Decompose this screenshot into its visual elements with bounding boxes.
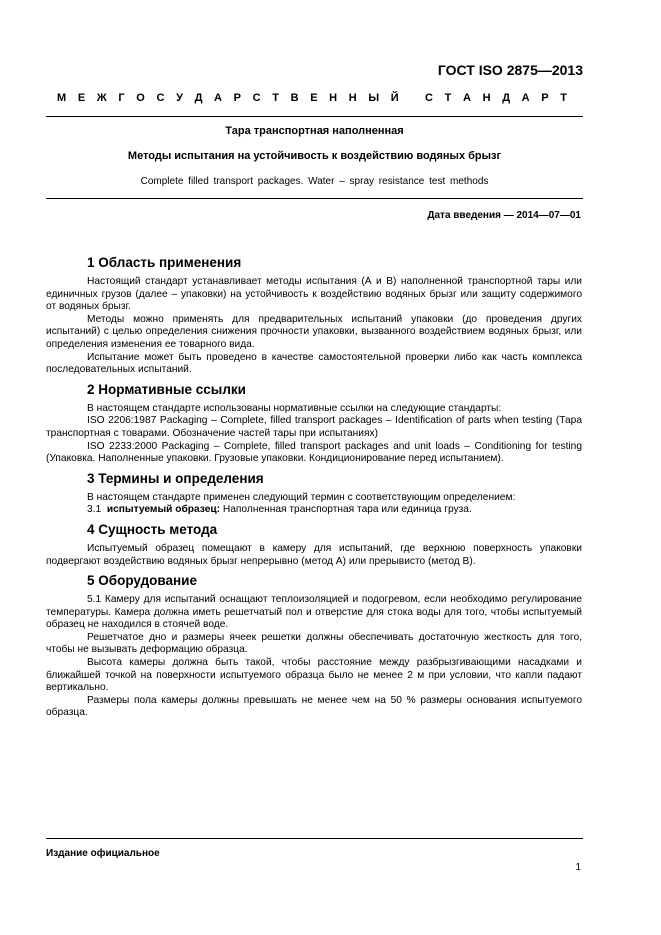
section-heading: 5 Оборудование <box>87 573 197 589</box>
header-divider <box>46 116 583 117</box>
section-heading: 2 Нормативные ссылки <box>87 381 246 397</box>
section-heading: 1 Область применения <box>87 255 242 270</box>
term-text: Наполненная транспортная тара или единица груза. <box>222 504 472 516</box>
standard-type-letter: Е <box>77 92 86 104</box>
paragraph: Настоящий стандарт устанавливает методы испытания (А и В) наполненной транспортной тары или единичных грузов (далее – упаковки) на устойчивость к воздействию водяных брызг или защиту содержимого от водяных брызг. <box>46 276 582 313</box>
paragraph: В настоящем стандарте применен следующий термин с соответствующим определением: <box>87 491 516 503</box>
title-russian-sub: Методы испытания на устойчивость к воздействию водяных брызг <box>127 150 502 162</box>
standard-type-letter: Е <box>310 92 318 104</box>
standard-type-letter: Г <box>118 92 125 104</box>
standard-type-letter: Н <box>482 92 491 104</box>
introduction-date: Дата введения — 2014—07—01 <box>427 210 581 221</box>
paragraph: В настоящем стандарте использованы нормативные ссылки на следующие стандарты: <box>87 402 502 414</box>
paragraph: 5.1 Камеру для испытаний оснащают теплоизоляцией и подогревом, если необходимо регулирование температуры. Камера должна иметь решетчатый пол и отверстие для стока воды для того, чтобы испытуемый образец не находился в стоячей воде. <box>46 594 582 631</box>
standard-type-letter: Й <box>390 92 399 104</box>
section-heading: 3 Термины и определения <box>87 470 264 486</box>
title-russian-main: Тара транспортная наполненная <box>225 125 404 137</box>
standard-type-letter: Д <box>194 92 203 104</box>
standard-type-letter: А <box>463 92 471 104</box>
paragraph: Испытуемый образец помещают в камеру для испытаний, где верхнюю поверхность упаковки подвергают воздействию водяных брызг непрерывно (метод А) или прерывисто (метод В). <box>46 542 582 567</box>
term-definition <box>46 504 582 517</box>
standard-type-letter: У <box>176 92 183 104</box>
standard-type-letter: Т <box>444 92 452 104</box>
standard-type-letter: Р <box>233 92 241 104</box>
paragraph: Методы можно применять для предварительных испытаний упаковки (до проведения других испытаний) с целью определения снижения прочности упаковки, вызванного воздействием водяных брызг, или определения изменения ее товарного вида. <box>46 313 582 350</box>
standard-type-letter: С <box>156 92 165 104</box>
standard-type-letter: О <box>136 92 145 104</box>
standard-type-letter: В <box>290 92 299 104</box>
paragraph: ISO 2206:1987 Packaging – Complete, filled transport packages – Identification of parts when testing (Тара транспортная с товарами. Обозначение частей тары при испытаниях) <box>46 415 582 439</box>
footer-divider <box>46 838 583 839</box>
standard-type-letter <box>410 92 413 104</box>
term-number: 3.1 <box>87 504 102 516</box>
standard-type-label <box>57 92 567 104</box>
standard-type-letter: С <box>425 92 433 104</box>
term-name: испытуемый образец: <box>106 504 221 516</box>
paragraph: Размеры пола камеры должны превышать не менее чем на 50 % размеры основания испытуемого образца. <box>46 694 582 719</box>
paragraph: Решетчатое дно и размеры ячеек решетки должны обеспечивать достаточную жесткость для того, чтобы не вызывать деформацию образца. <box>46 631 582 656</box>
edition-label: Издание официальное <box>46 848 160 859</box>
standard-type-letter: Ы <box>368 92 380 104</box>
standard-type-letter: Т <box>560 92 567 104</box>
section-heading: 4 Сущность метода <box>87 521 218 537</box>
standard-type-letter: А <box>521 92 530 104</box>
standard-type-letter: М <box>57 92 67 104</box>
paragraph: Высота камеры должна быть такой, чтобы расстояние между разбрызгивающими насадками и ближайшей точкой на поверхности испытуемого образца было не менее 2 м при условии, что капли падают вертикально. <box>46 657 582 694</box>
standard-type-letter: С <box>252 92 261 104</box>
standard-type-letter: Н <box>348 92 357 104</box>
standard-code: ГОСТ ISO 2875—2013 <box>437 62 583 78</box>
document-body <box>46 254 582 720</box>
paragraph: Испытание может быть проведено в качестве самостоятельной проверки либо как часть комплекса последовательных испытаний. <box>46 351 582 376</box>
standard-type-letter: А <box>214 92 222 104</box>
paragraph: ISO 2233:2000 Packaging – Complete, filled transport packages and unit loads – Conditioning for testing (Упаковка. Наполненные упаковки. Грузовые упаковки. Кондиционирование перед испытанием). <box>46 440 582 465</box>
title-divider <box>46 198 583 199</box>
standard-type-letter: Д <box>502 92 511 104</box>
standard-type-letter: Т <box>272 92 279 104</box>
page-number: 1 <box>575 862 581 873</box>
standard-type-letter: Ж <box>96 92 107 104</box>
standard-type-letter: Н <box>329 92 338 104</box>
standard-type-letter: Р <box>541 92 549 104</box>
title-english: Complete filled transport packages. Water – spray resistance test methods <box>140 176 489 187</box>
